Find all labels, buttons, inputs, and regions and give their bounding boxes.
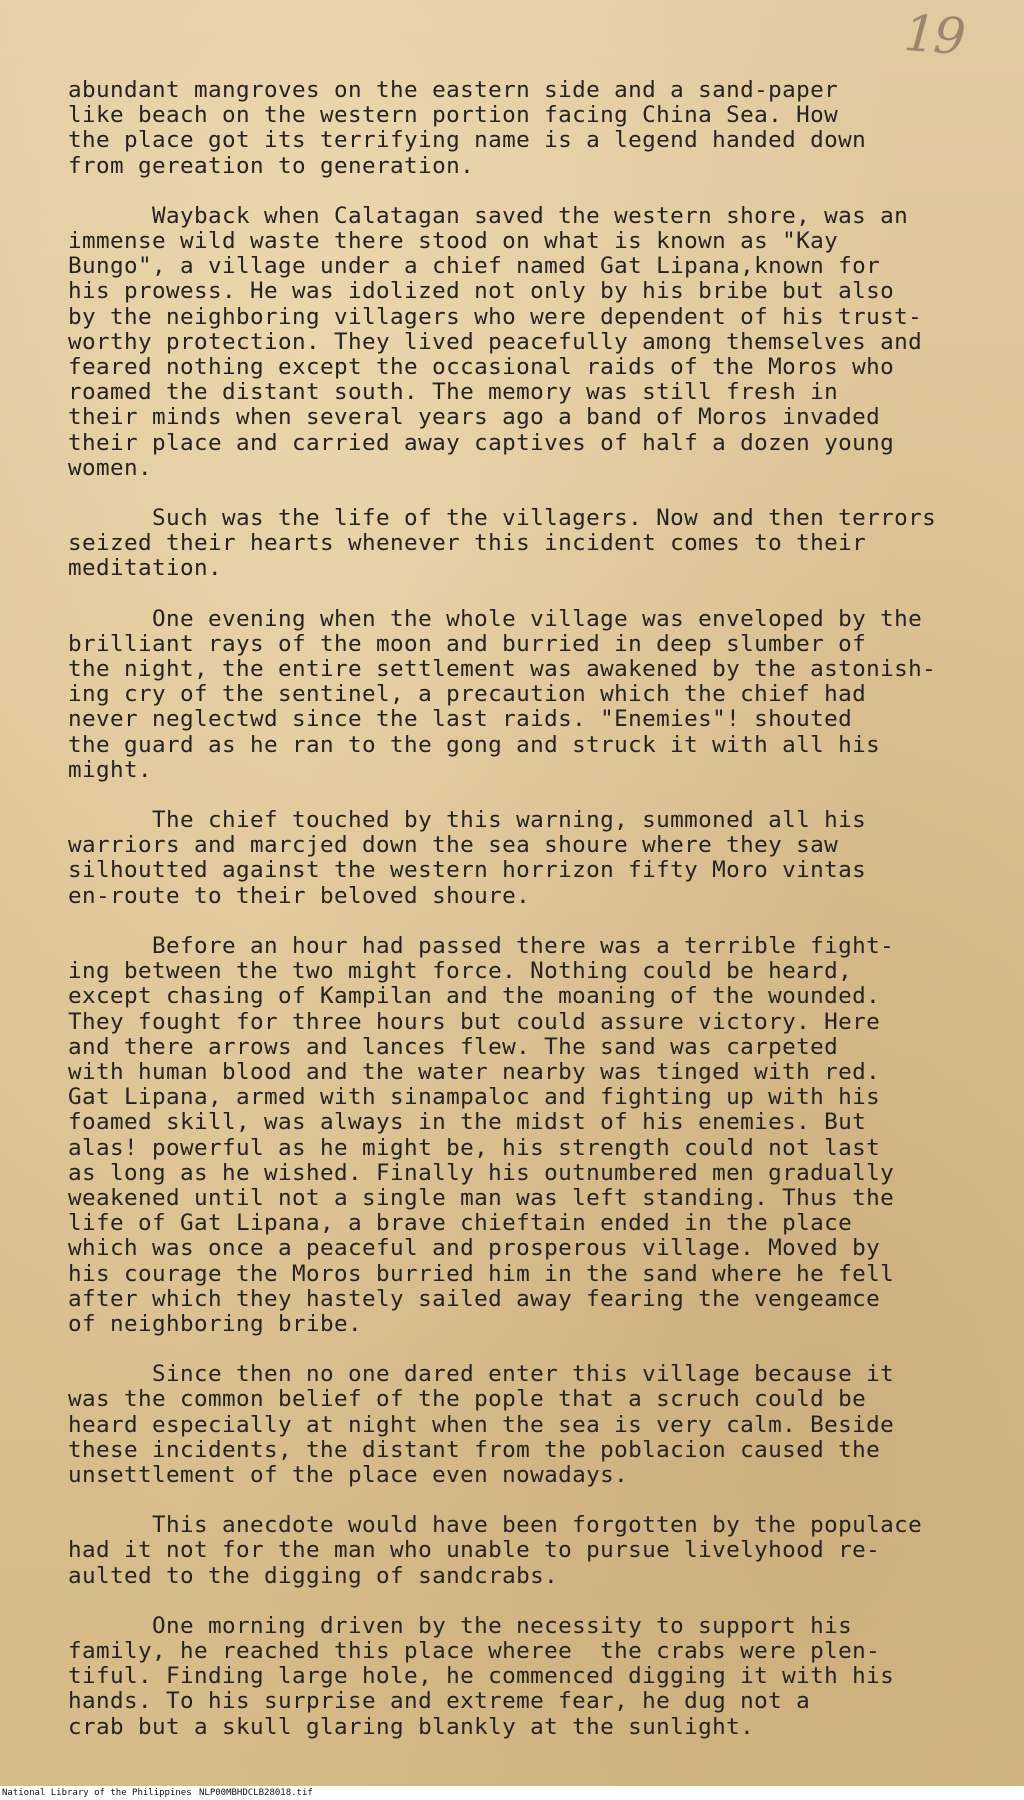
text-line: crab but a skull glaring blankly at the sunlight. <box>68 1713 755 1740</box>
text-line: from gereation to generation. <box>68 152 475 179</box>
text-line: feared nothing except the occasional raids of the Moros who <box>68 354 895 381</box>
text-line: the guard as he ran to the gong and struck it with all his <box>68 731 881 758</box>
paragraph-gap <box>68 1337 1008 1362</box>
text-line: their place and carried away captives of half a dozen young <box>68 429 895 456</box>
text-line: abundant mangroves on the eastern side and a sand-paper <box>68 77 839 103</box>
text-line: meditation. <box>68 555 223 582</box>
text-line: their minds when several years ago a band of Moros invaded <box>68 404 881 431</box>
text-line: en-route to their beloved shoure. <box>68 882 531 909</box>
paragraph-gap <box>68 909 1008 934</box>
text-line: tiful. Finding large hole, he commenced digging it with his <box>68 1663 895 1690</box>
handwritten-page-number: 19 <box>902 3 966 67</box>
text-line: foamed skill, was always in the midst of his enemies. But <box>68 1109 867 1136</box>
text-line: these incidents, the distant from the poblacion caused the <box>68 1436 881 1463</box>
text-line: brilliant rays of the moon and burried in deep slumber of <box>68 630 867 657</box>
text-line: immense wild waste there stood on what is known as "Kay <box>68 228 839 255</box>
text-line: Gat Lipana, armed with sinampaloc and fighting up with his <box>68 1084 881 1111</box>
text-line: his prowess. He was idolized not only by his bribe but also <box>68 278 895 305</box>
text-line: might. <box>68 756 153 783</box>
text-line: Since then no one dared enter this village because it <box>68 1361 895 1388</box>
text-line: life of Gat Lipana, a brave chieftain ended in the place <box>68 1210 853 1237</box>
text-line: warriors and marcjed down the sea shoure where they saw <box>68 832 839 859</box>
text-line: ing cry of the sentinel, a precaution which the chief had <box>68 681 867 708</box>
text-line: Before an hour had passed there was a terrible fight- <box>68 932 895 959</box>
text-line: with human blood and the water nearby was tinged with red. <box>68 1058 881 1085</box>
paragraph <box>68 808 1008 909</box>
text-line: Bungo", a village under a chief named Gat Lipana,known for <box>68 253 881 280</box>
text-line: of neighboring bribe. <box>68 1310 363 1337</box>
paragraph-gap <box>68 1488 1008 1513</box>
text-line: roamed the distant south. The memory was still fresh in <box>68 379 839 406</box>
text-line: as long as he wished. Finally his outnumbered men gradually <box>68 1159 895 1186</box>
paragraph <box>68 934 1008 1337</box>
scan-footer <box>0 1786 1024 1800</box>
text-line: had it not for the man who unable to pursue livelyhood re- <box>68 1537 881 1564</box>
footer-filename: NLP00MBHDCLB28018.tif <box>199 1788 313 1798</box>
text-line: was the common belief of the pople that a scruch could be <box>68 1386 867 1413</box>
paragraph-gap <box>68 582 1008 607</box>
text-line: worthy protection. They lived peacefully among themselves and <box>68 328 923 355</box>
text-line: ing between the two might force. Nothing could be heard, <box>68 958 853 985</box>
paragraph-gap <box>68 481 1008 506</box>
footer-library-name: National Library of the Philippines <box>2 1788 192 1798</box>
paragraph <box>68 506 1008 582</box>
text-line: One morning driven by the necessity to support his <box>68 1612 853 1639</box>
paragraph <box>68 607 1008 783</box>
text-line: aulted to the digging of sandcrabs. <box>68 1562 559 1589</box>
paragraph <box>68 78 1008 179</box>
text-line: The chief touched by this warning, summoned all his <box>68 807 867 834</box>
paragraph <box>68 1362 1008 1488</box>
text-line: Wayback when Calatagan saved the western shore, was an <box>68 202 909 229</box>
text-line: except chasing of Kampilan and the moaning of the wounded. <box>68 983 881 1010</box>
paragraph-gap <box>68 179 1008 204</box>
paragraph-gap <box>68 783 1008 808</box>
text-line: the night, the entire settlement was awakened by the astonish- <box>68 656 937 683</box>
text-line: his courage the Moros burried him in the sand where he fell <box>68 1260 895 1287</box>
paragraph-gap <box>68 1589 1008 1614</box>
text-line: seized their hearts whenever this incident comes to their <box>68 530 867 557</box>
text-line: after which they hastely sailed away fearing the vengeamce <box>68 1285 881 1312</box>
text-line: Such was the life of the villagers. Now and then terrors <box>68 505 937 532</box>
text-line: silhoutted against the western horrizon fifty Moro vintas <box>68 857 867 884</box>
paragraph <box>68 1513 1008 1589</box>
text-line: alas! powerful as he might be, his strength could not last <box>68 1134 881 1161</box>
text-line: like beach on the western portion facing China Sea. How <box>68 102 839 129</box>
text-line: never neglectwd since the last raids. "Enemies"! shouted <box>68 706 853 733</box>
text-line: family, he reached this place wheree the crabs were plen- <box>68 1637 881 1664</box>
text-line: heard especially at night when the sea is very calm. Beside <box>68 1411 895 1438</box>
text-line: by the neighboring villagers who were dependent of his trust- <box>68 303 923 330</box>
paragraph <box>68 204 1008 481</box>
text-line: and there arrows and lances flew. The sand was carpeted <box>68 1033 839 1060</box>
document-body <box>68 78 1008 1740</box>
text-line: which was once a peaceful and prosperous village. Moved by <box>68 1235 881 1262</box>
text-line: One evening when the whole village was enveloped by the <box>68 605 923 632</box>
text-line: hands. To his surprise and extreme fear, he dug not a <box>68 1688 811 1715</box>
text-line: the place got its terrifying name is a legend handed down <box>68 127 867 154</box>
text-line: This anecdote would have been forgotten by the populace <box>68 1512 923 1539</box>
text-line: weakened until not a single man was left standing. Thus the <box>68 1184 895 1211</box>
text-line: They fought for three hours but could assure victory. Here <box>68 1008 881 1035</box>
text-line: women. <box>68 454 153 481</box>
paragraph <box>68 1614 1008 1740</box>
text-line: unsettlement of the place even nowadays. <box>68 1461 629 1488</box>
